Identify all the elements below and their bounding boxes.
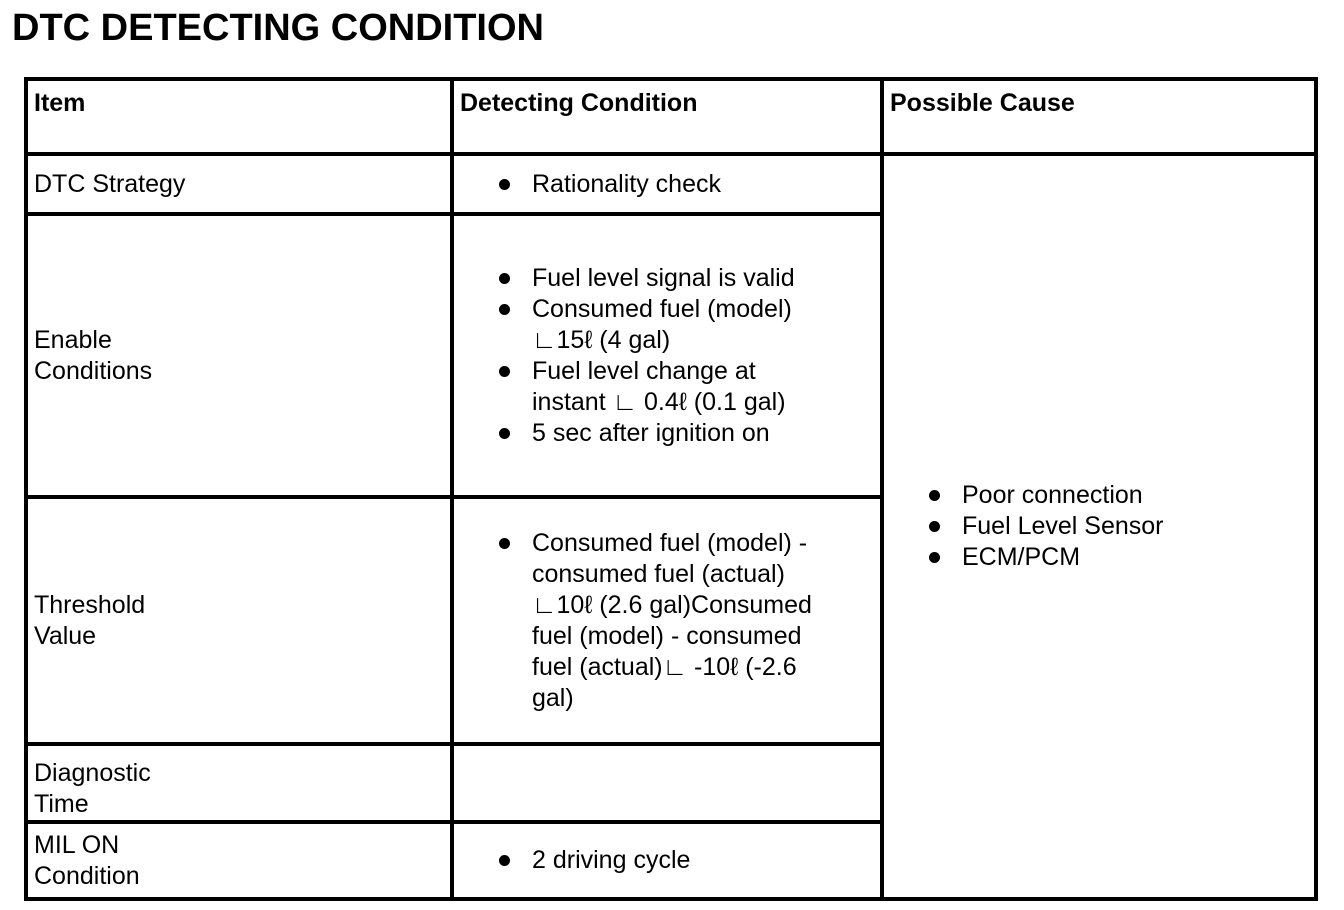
bullet-icon [929, 521, 940, 532]
possible-cause-cell [882, 154, 1316, 899]
item-cell [26, 154, 452, 214]
item-label-threshold-value: Threshold Value [34, 590, 146, 650]
list-item: ECM/PCM [962, 542, 1282, 573]
bullet-icon [499, 304, 510, 315]
list-item: Poor connection [962, 480, 1282, 511]
header-item: Item [26, 79, 452, 154]
page-title: DTC DETECTING CONDITION [12, 7, 544, 49]
table-header-row [26, 79, 1316, 154]
bullet-icon [499, 273, 510, 284]
item-cell [26, 822, 452, 899]
list-item: Fuel level change at instant ∟ 0.4ℓ (0.1 gal) [532, 356, 814, 418]
item-label-mil-on-condition: MIL ON Condition [34, 830, 140, 890]
bullet-icon [499, 179, 510, 190]
item-cell [26, 744, 452, 822]
item-cell [26, 214, 452, 497]
bullet-icon [929, 490, 940, 501]
list-item: Fuel level signal is valid [532, 263, 814, 294]
bullet-icon [499, 855, 510, 866]
dtc-condition-table [24, 77, 1318, 901]
bullet-icon [499, 366, 510, 377]
item-label-enable-conditions: Enable Conditions [34, 325, 153, 385]
list-item: Rationality check [532, 169, 814, 200]
item-label-dtc-strategy: DTC Strategy [34, 169, 186, 198]
table-row-dtc-strategy [26, 154, 1316, 214]
item-cell [26, 497, 452, 744]
condition-cell-empty [452, 744, 882, 822]
item-label-diagnostic-time: Diagnostic Time [34, 759, 151, 818]
list-item: Fuel Level Sensor [962, 511, 1282, 542]
condition-cell [452, 822, 882, 899]
list-item: Consumed fuel (model) - consumed fuel (actual) ∟10ℓ (2.6 gal)Consumed fuel (model) - consumed fuel (actual)∟ -10ℓ (-2.6 gal) [532, 528, 814, 714]
list-item: Consumed fuel (model) ∟15ℓ (4 gal) [532, 294, 814, 356]
list-item: 2 driving cycle [532, 845, 814, 876]
list-item: 5 sec after ignition on [532, 418, 814, 449]
condition-cell [452, 154, 882, 214]
header-detecting-condition: Detecting Condition [452, 79, 882, 154]
header-possible-cause: Possible Cause [882, 79, 1316, 154]
condition-cell [452, 497, 882, 744]
bullet-icon [929, 552, 940, 563]
condition-cell [452, 214, 882, 497]
bullet-icon [499, 538, 510, 549]
bullet-icon [499, 428, 510, 439]
